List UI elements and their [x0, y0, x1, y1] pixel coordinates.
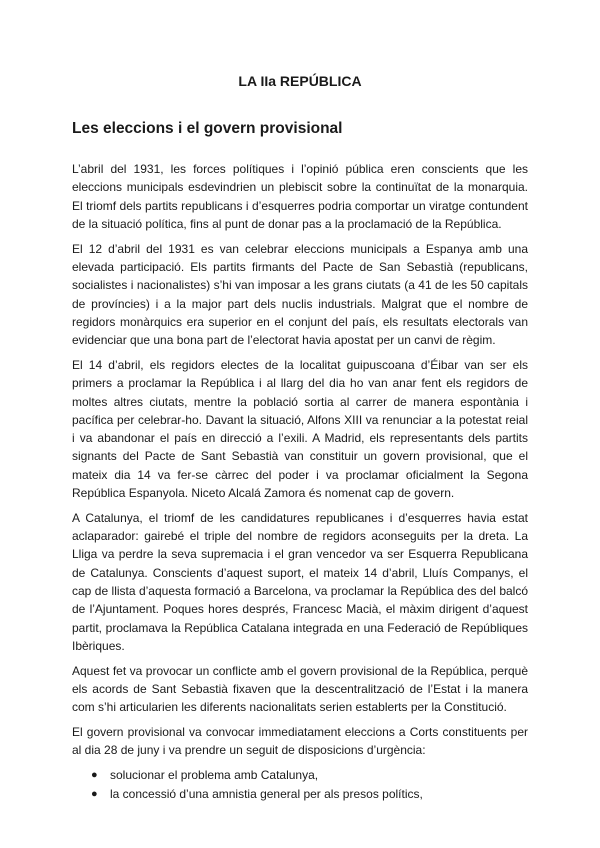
- paragraph: A Catalunya, el triomf de les candidatures republicanes i d’esquerres havia estat aclaparador: gairebé el triple del nombre de regidors aconseguits per la dreta. La Lliga va perdre la seva supremacia i el gran vencedor va ser Esquerra Republicana de Catalunya. Conscients d’aquest suport, el mateix 14 d’abril, Lluís Companys, el cap de llista d’aquesta formació a Barcelona, va proclamar la República des del balcó de l’Ajuntament. Poques hores després, Francesc Macià, el màxim dirigent d’aquest partit, proclamava la República Catalana integrada en una Federació de Repúbliques Ibèriques.: [72, 510, 528, 653]
- list-item-text: la concessió d’una amnistia general per als presos polítics,: [110, 786, 423, 801]
- section-heading: Les eleccions i el govern provisional: [72, 120, 343, 137]
- list-item: [91, 766, 528, 784]
- paragraph: El govern provisional va convocar immediatament eleccions a Corts constituents per al dia 28 de juny i va prendre un seguit de disposicions d’urgència:: [72, 725, 528, 758]
- paragraph: L’abril del 1931, les forces polítiques i l’opinió pública eren conscients que les eleccions municipals esdevindrien un plebiscit sobre la continuïtat de la monarquia. El triomf dels partits republicans i d’esquerres podria comportar un viratge contundent de la situació política, fins al punt de donar pas a la proclamació de la República.: [72, 162, 528, 231]
- bullet-icon: ●: [91, 787, 98, 800]
- paragraph: El 14 d’abril, els regidors electes de la localitat guipuscoana d’Éibar van ser els primers a proclamar la República i al llarg del dia ho van anar fent els regidors de moltes altres ciutats, mentre la població sortia al carrer de manera espontània i pacífica per celebrar-ho. Davant la situació, Alfons XIII va renunciar a la potestat reial i va abandonar el país en direcció a l’exili. A Madrid, els representants dels partits signants del Pacte de Sant Sebastià van constituir un govern provisional, que el mateix dia 14 va fer-se càrrec del poder i va proclamar oficialment la Segona República Espanyola. Niceto Alcalá Zamora és nomenat cap de govern.: [72, 357, 528, 501]
- list-item: [91, 785, 528, 803]
- bullet-icon: ●: [91, 769, 98, 782]
- paragraph: Aquest fet va provocar un conflicte amb el govern provisional de la República, perquè els acords de Sant Sebastià fixaven que la descentralització de l’Estat i la manera com s’hi articularien les diferents nacionalitats serien establerts per la Constitució.: [72, 663, 528, 715]
- document-body: [72, 160, 528, 803]
- document-title: LA IIa REPÚBLICA: [238, 73, 362, 89]
- paragraph: El 12 d’abril del 1931 es van celebrar eleccions municipals a Espanya amb una elevada participació. Els partits firmants del Pacte de San Sebastià (republicans, socialistes i nacionalistes) s’hi van imposar a les grans ciutats (a 41 de les 50 capitals de províncies) i a la major part dels nuclis industrials. Malgrat que el nombre de regidors monàrquics era superior en el conjunt del país, els resultats electorals van evidenciar que una bona part de l’electorat havia apostat per un canvi de règim.: [72, 241, 528, 348]
- list-item-text: solucionar el problema amb Catalunya,: [110, 768, 319, 783]
- bullet-list: [72, 766, 528, 803]
